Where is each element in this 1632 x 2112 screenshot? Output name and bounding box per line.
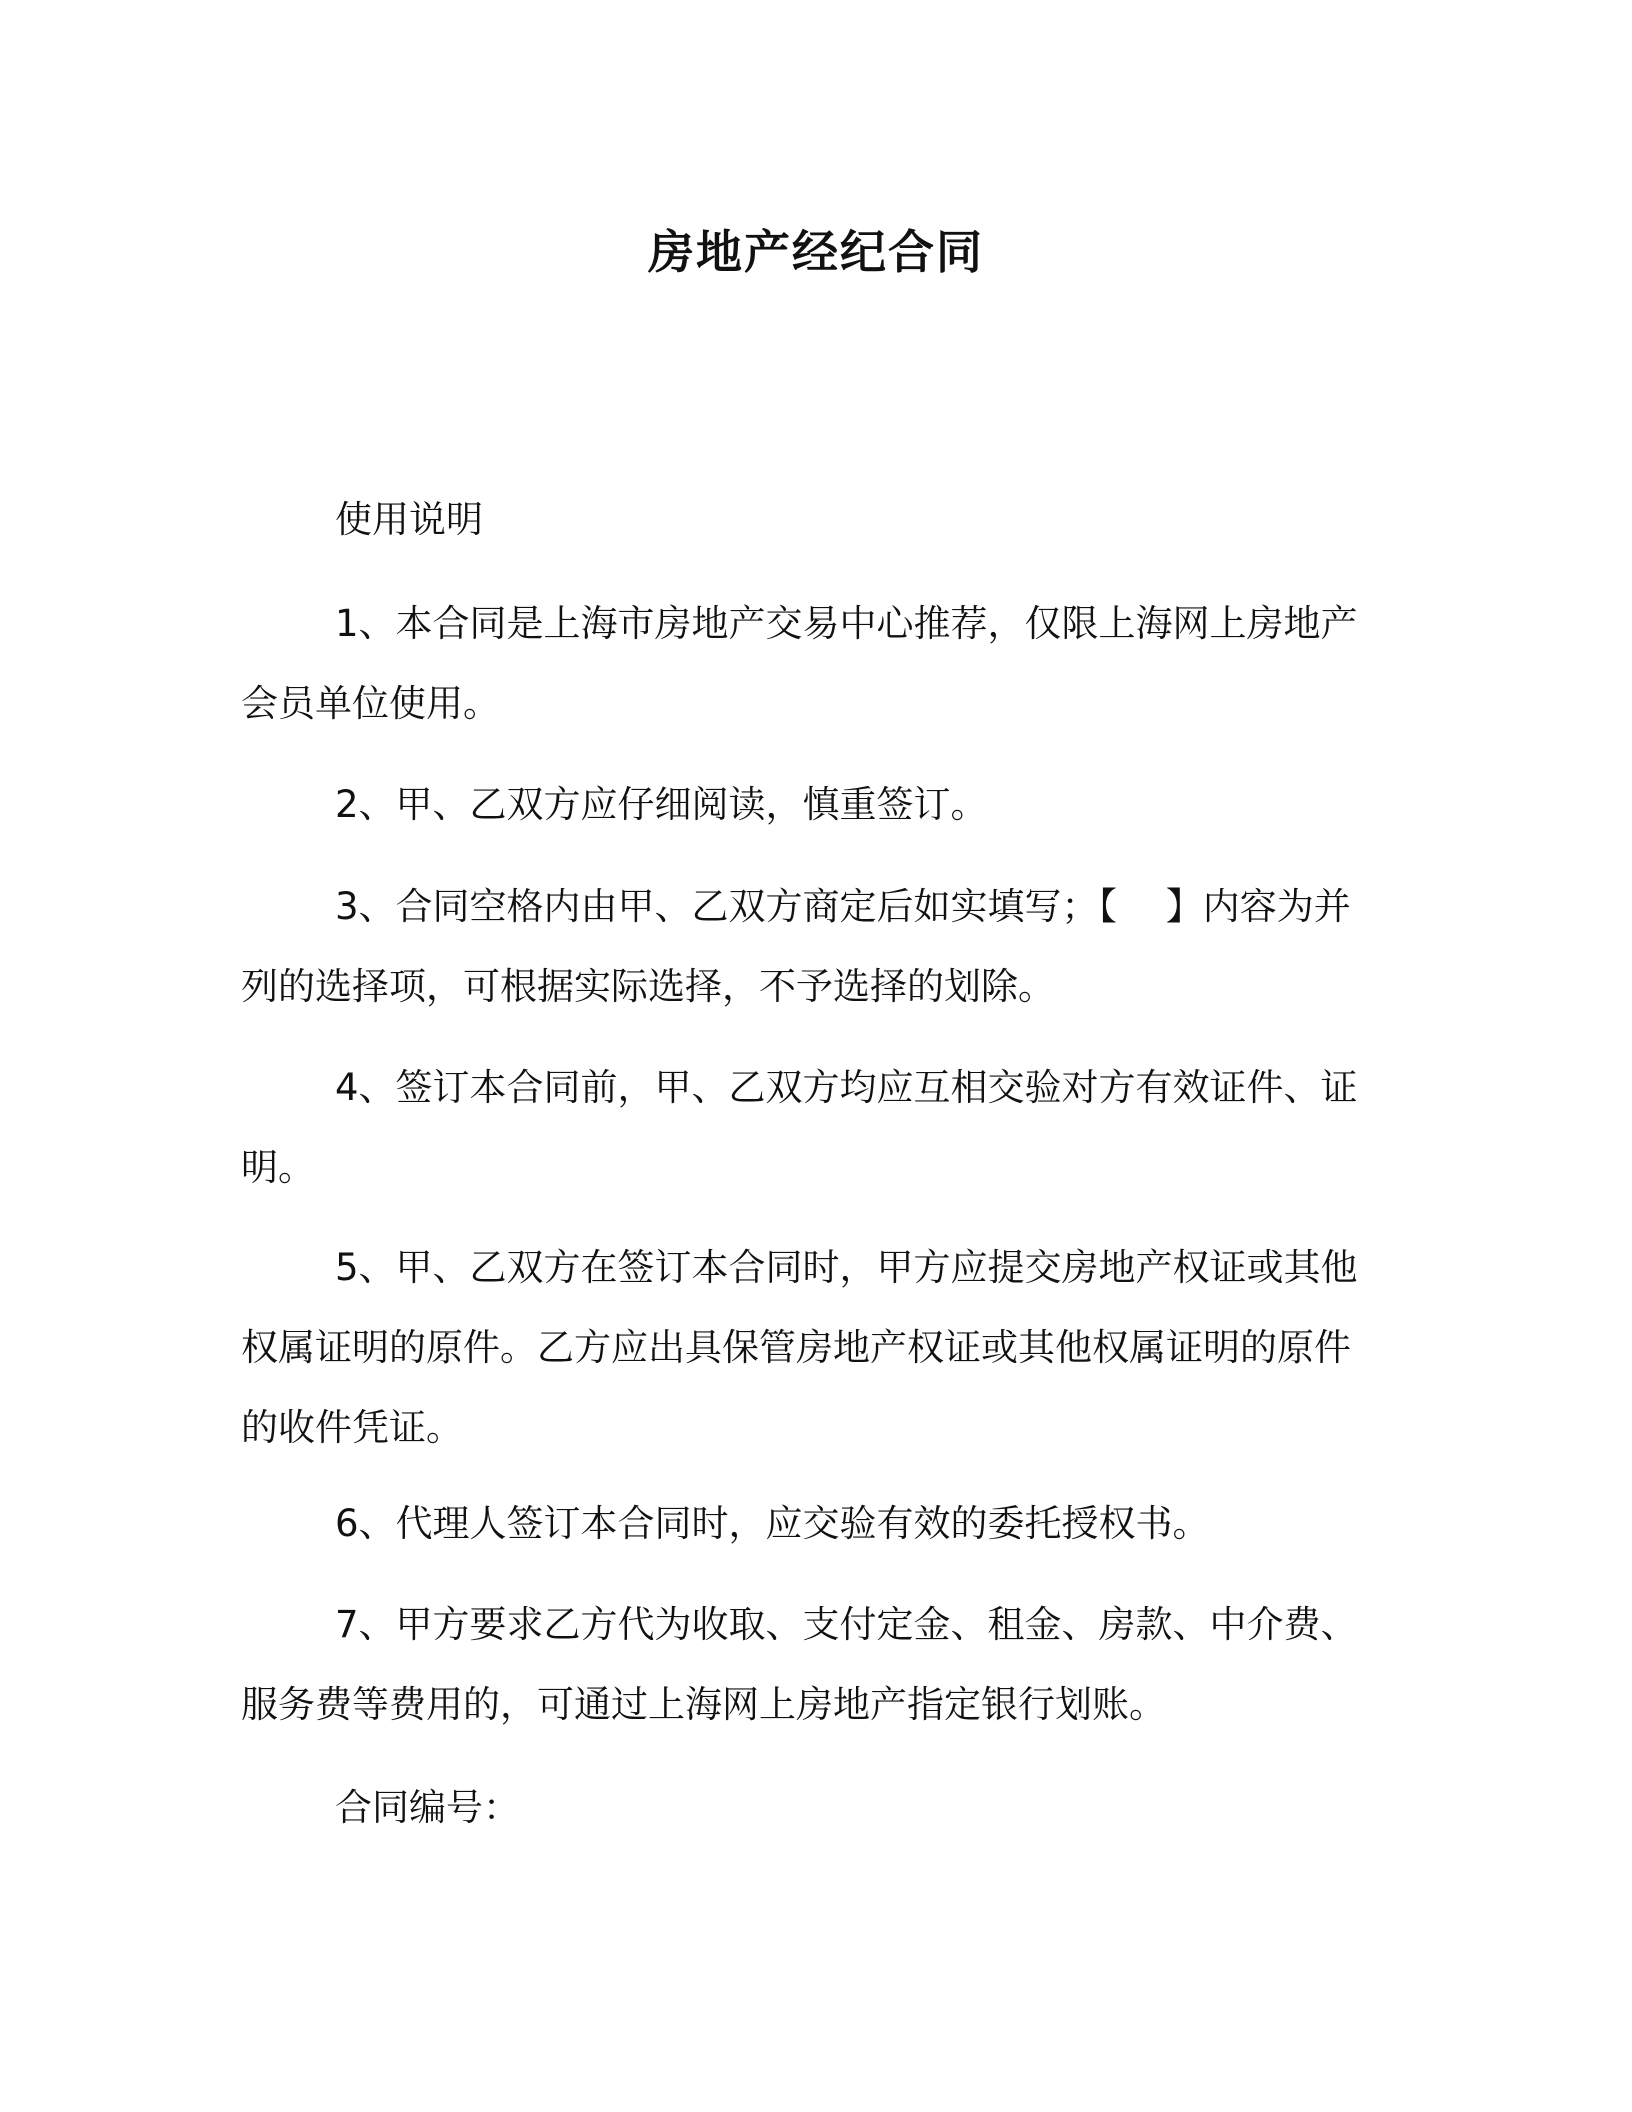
instructions-heading: 使用说明 (335, 498, 483, 541)
instruction-item-1: 1、本合同是上海市房地产交易中心推荐，仅限上海网上房地产会员单位使用。 (241, 602, 1358, 725)
instruction-item-6: 6、代理人签订本合同时，应交验有效的委托授权书。 (335, 1502, 1210, 1545)
document-title: 房地产经纪合同 (648, 225, 984, 279)
instruction-item-4: 4、签订本合同前，甲、乙双方均应互相交验对方有效证件、证明。 (241, 1066, 1358, 1189)
instruction-item-5: 5、甲、乙双方在签订本合同时，甲方应提交房地产权证或其他权属证明的原件。乙方应出具保管房地产权证或其他权属证明的原件的收件凭证。 (241, 1246, 1358, 1449)
contract-number-label: 合同编号： (335, 1786, 520, 1829)
instruction-item-3: 3、合同空格内由甲、乙双方商定后如实填写；【 】内容为并列的选择项，可根据实际选择，不予选择的划除。 (241, 885, 1351, 1008)
instruction-item-2: 2、甲、乙双方应仔细阅读，慎重签订。 (335, 783, 988, 826)
instruction-item-7: 7、甲方要求乙方代为收取、支付定金、租金、房款、中介费、服务费等费用的，可通过上海网上房地产指定银行划账。 (241, 1603, 1358, 1726)
